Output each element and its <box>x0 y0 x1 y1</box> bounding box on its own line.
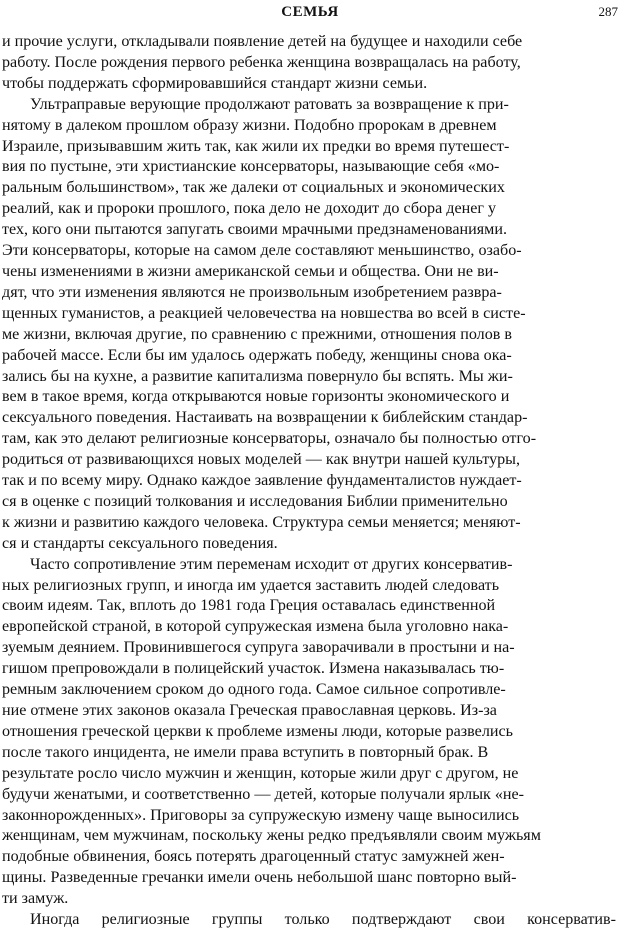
text-line: гишом препровождали в полицейский участок. Измена наказывалась тю- <box>2 660 505 678</box>
text-line: там, как это делают религиозные консерваторы, означало бы полностью отго- <box>2 430 537 448</box>
text-line: Часто сопротивление этим переменам исходит от других консерватив- <box>30 555 513 573</box>
text-line: ся и стандарты сексуального поведения. <box>2 534 278 552</box>
text-line: чены изменениями в жизни американской семьи и общества. Они не ви- <box>2 262 499 280</box>
paragraph <box>2 32 616 95</box>
text-line: вия по пустыне, эти христианские консерваторы, называющие себя «мо- <box>2 158 500 176</box>
text-line: женщинам, чем мужчинам, поскольку жены редко предъявляли своим мужьям <box>2 827 541 845</box>
text-line: после такого инцидента, не имели права вступить в повторный брак. В <box>2 743 489 761</box>
text-line: ме жизни, включая другие, по сравнению с прежними, отношения полов в <box>2 325 512 343</box>
text-line: Иногда религиозные группы только подтверждают свои консерватив- <box>30 911 616 929</box>
text-line: щины. Разведенные гречанки имели очень небольшой шанс повторно вый- <box>2 869 517 887</box>
chapter-title: СЕМЬЯ <box>281 4 339 20</box>
text-line: нятому в далеком прошлом образу жизни. Подобно пророкам в древнем <box>2 116 497 134</box>
paragraph <box>2 555 616 910</box>
text-line: к жизни и развитию каждого человека. Структура семьи меняется; меняют- <box>2 513 521 531</box>
text-line: ние отмене этих законов оказала Греческая православная церковь. Из-за <box>2 702 497 719</box>
text-line: сексуального поведения. Настаивать на возвращении к библейским стандар- <box>2 409 528 427</box>
text-line: Эти консерваторы, которые на самом деле составляют меньшинство, озабо- <box>2 242 522 260</box>
running-header <box>0 2 620 22</box>
paragraph <box>2 910 616 931</box>
text-line: родиться от развивающихся новых моделей — как внутри нашей культуры, <box>2 451 521 469</box>
text-line: законнорожденных». Приговоры за супружескую измену чаще выносились <box>2 806 520 824</box>
text-line: ти замуж. <box>2 890 69 908</box>
text-line: Ультраправые верующие продолжают ратовать за возвращение к при- <box>30 95 509 113</box>
body-text <box>2 32 616 931</box>
text-line: реалий, как и пророки прошлого, пока дело не доходит до сбора денег у <box>2 200 497 218</box>
text-line: щенных гуманистов, а реакцией человечества на новшества во всей в систе- <box>2 304 526 322</box>
text-line: ральным большинством», так же далеки от социальных и экономических <box>2 179 505 197</box>
text-line: дят, что эти изменения являются не произвольным изобретением развра- <box>2 283 502 301</box>
text-line: отношения греческой церкви к проблеме измены люди, которые развелись <box>2 722 513 740</box>
text-line: европейской страной, в которой супружеская измена была уголовно нака- <box>2 618 509 636</box>
text-line: работу. После рождения первого ребенка женщина возвращалась на работу, <box>2 53 521 71</box>
text-line: подобные обвинения, боясь потерять драгоценный статус замужней жен- <box>2 848 505 866</box>
text-line: ных религиозных групп, и иногда им удается заставить людей следовать <box>2 576 500 594</box>
text-line: рабочей массе. Если бы им удалось одержать победу, женщины снова ока- <box>2 346 512 364</box>
text-line: результате росло число мужчин и женщин, которые жили друг с другом, не <box>2 764 519 782</box>
text-line: зуемым деянием. Провинившегося супруга заворачивали в простыни и на- <box>2 639 515 657</box>
text-line: зались бы на кухне, а развитие капитализма повернуло бы вспять. Мы жи- <box>2 367 513 385</box>
text-line: чтобы поддержать сформировавшийся стандарт жизни семьи. <box>2 74 428 92</box>
paragraph <box>2 95 616 555</box>
text-line: и прочие услуги, откладывали появление детей на будущее и находили себе <box>2 33 523 50</box>
text-line: вем в такое время, когда открываются новые горизонты экономического и <box>2 388 510 406</box>
text-line: так и по всему миру. Однако каждое заявление фундаменталистов нуждает- <box>2 472 522 490</box>
page-number: 287 <box>598 4 618 19</box>
text-line: ся в оценке с позиций толкования и исследования Библии применительно <box>2 492 508 510</box>
text-line: будучи женатыми, и соответственно — детей, которые получали ярлык «не- <box>2 785 525 803</box>
text-line: своим идеям. Так, вплоть до 1981 года Греция оставалась единственной <box>2 597 496 615</box>
text-line: Израиле, призывавшим жить так, как жили их предки во время путешест- <box>2 137 510 155</box>
text-line: ремным заключением сроком до одного года. Самое сильное сопротивле- <box>2 681 506 699</box>
text-line: тех, кого они пытаются запугать своими мрачными предзнаменованиями. <box>2 221 507 239</box>
